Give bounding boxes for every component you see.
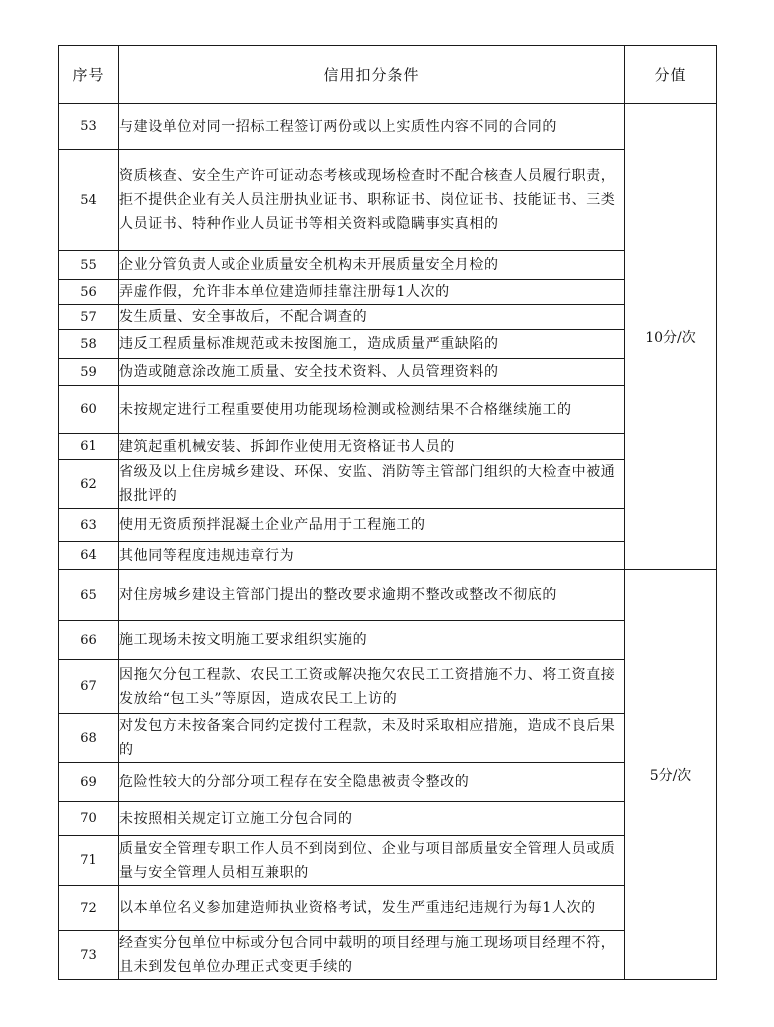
row-serial-no: 60 — [59, 386, 119, 434]
row-condition: 经查实分包单位中标或分包合同中载明的项目经理与施工现场项目经理不符，且未到发包单位办理正式变更手续的 — [119, 931, 625, 980]
row-condition: 企业分管负责人或企业质量安全机构未开展质量安全月检的 — [119, 251, 625, 280]
row-serial-no: 66 — [59, 621, 119, 660]
row-condition: 弄虚作假，允许非本单位建造师挂靠注册每1人次的 — [119, 280, 625, 305]
row-serial-no: 56 — [59, 280, 119, 305]
row-serial-no: 73 — [59, 931, 119, 980]
table-row — [59, 542, 717, 570]
row-serial-no: 64 — [59, 542, 119, 570]
row-serial-no: 58 — [59, 330, 119, 359]
row-condition: 建筑起重机械安装、拆卸作业使用无资格证书人员的 — [119, 434, 625, 460]
row-serial-no: 53 — [59, 104, 119, 150]
row-condition: 其他同等程度违规违章行为 — [119, 542, 625, 570]
row-condition: 发生质量、安全事故后，不配合调查的 — [119, 305, 625, 330]
group-score: 5分/次 — [625, 570, 717, 980]
row-serial-no: 72 — [59, 886, 119, 931]
table-row — [59, 802, 717, 836]
table-row — [59, 460, 717, 509]
table-row — [59, 434, 717, 460]
row-serial-no: 71 — [59, 836, 119, 886]
table-header-row — [59, 46, 717, 104]
table-row — [59, 330, 717, 359]
group-score: 10分/次 — [625, 104, 717, 570]
header-score: 分值 — [625, 46, 717, 104]
row-serial-no: 69 — [59, 763, 119, 802]
header-condition: 信用扣分条件 — [119, 46, 625, 104]
row-serial-no: 63 — [59, 509, 119, 542]
row-serial-no: 61 — [59, 434, 119, 460]
table-body — [59, 104, 717, 980]
table-row — [59, 660, 717, 714]
table-row — [59, 836, 717, 886]
row-condition: 危险性较大的分部分项工程存在安全隐患被责令整改的 — [119, 763, 625, 802]
row-condition: 违反工程质量标准规范或未按图施工，造成质量严重缺陷的 — [119, 330, 625, 359]
table-row — [59, 305, 717, 330]
table-row — [59, 714, 717, 763]
row-condition: 因拖欠分包工程款、农民工工资或解决拖欠农民工工资措施不力、将工资直接发放给“包工头”等原因，造成农民工上访的 — [119, 660, 625, 714]
table-row — [59, 150, 717, 251]
row-condition: 施工现场未按文明施工要求组织实施的 — [119, 621, 625, 660]
row-condition: 质量安全管理专职工作人员不到岗到位、企业与项目部质量安全管理人员或质量与安全管理人员相互兼职的 — [119, 836, 625, 886]
row-condition: 未按规定进行工程重要使用功能现场检测或检测结果不合格继续施工的 — [119, 386, 625, 434]
table-row — [59, 621, 717, 660]
row-condition: 与建设单位对同一招标工程签订两份或以上实质性内容不同的合同的 — [119, 104, 625, 150]
row-serial-no: 57 — [59, 305, 119, 330]
row-condition: 使用无资质预拌混凝土企业产品用于工程施工的 — [119, 509, 625, 542]
row-serial-no: 55 — [59, 251, 119, 280]
row-serial-no: 59 — [59, 359, 119, 386]
row-condition: 对发包方未按备案合同约定拨付工程款，未及时采取相应措施，造成不良后果的 — [119, 714, 625, 763]
row-serial-no: 67 — [59, 660, 119, 714]
table-row — [59, 280, 717, 305]
row-serial-no: 54 — [59, 150, 119, 251]
row-condition: 对住房城乡建设主管部门提出的整改要求逾期不整改或整改不彻底的 — [119, 570, 625, 621]
table-row — [59, 931, 717, 980]
table-row — [59, 359, 717, 386]
row-condition: 伪造或随意涂改施工质量、安全技术资料、人员管理资料的 — [119, 359, 625, 386]
row-condition: 省级及以上住房城乡建设、环保、安监、消防等主管部门组织的大检查中被通报批评的 — [119, 460, 625, 509]
table-row — [59, 386, 717, 434]
credit-deduction-table — [58, 45, 717, 980]
row-serial-no: 70 — [59, 802, 119, 836]
row-serial-no: 62 — [59, 460, 119, 509]
table-row — [59, 570, 717, 621]
header-serial-no: 序号 — [59, 46, 119, 104]
table-row — [59, 886, 717, 931]
table-row — [59, 251, 717, 280]
row-serial-no: 68 — [59, 714, 119, 763]
table-row — [59, 763, 717, 802]
table-row — [59, 509, 717, 542]
row-condition: 未按照相关规定订立施工分包合同的 — [119, 802, 625, 836]
row-condition: 以本单位名义参加建造师执业资格考试，发生严重违纪违规行为每1人次的 — [119, 886, 625, 931]
row-condition: 资质核查、安全生产许可证动态考核或现场检查时不配合核查人员履行职责，拒不提供企业有关人员注册执业证书、职称证书、岗位证书、技能证书、三类人员证书、特种作业人员证书等相关资料或隐瞒事实真相的 — [119, 150, 625, 251]
row-serial-no: 65 — [59, 570, 119, 621]
table-row — [59, 104, 717, 150]
